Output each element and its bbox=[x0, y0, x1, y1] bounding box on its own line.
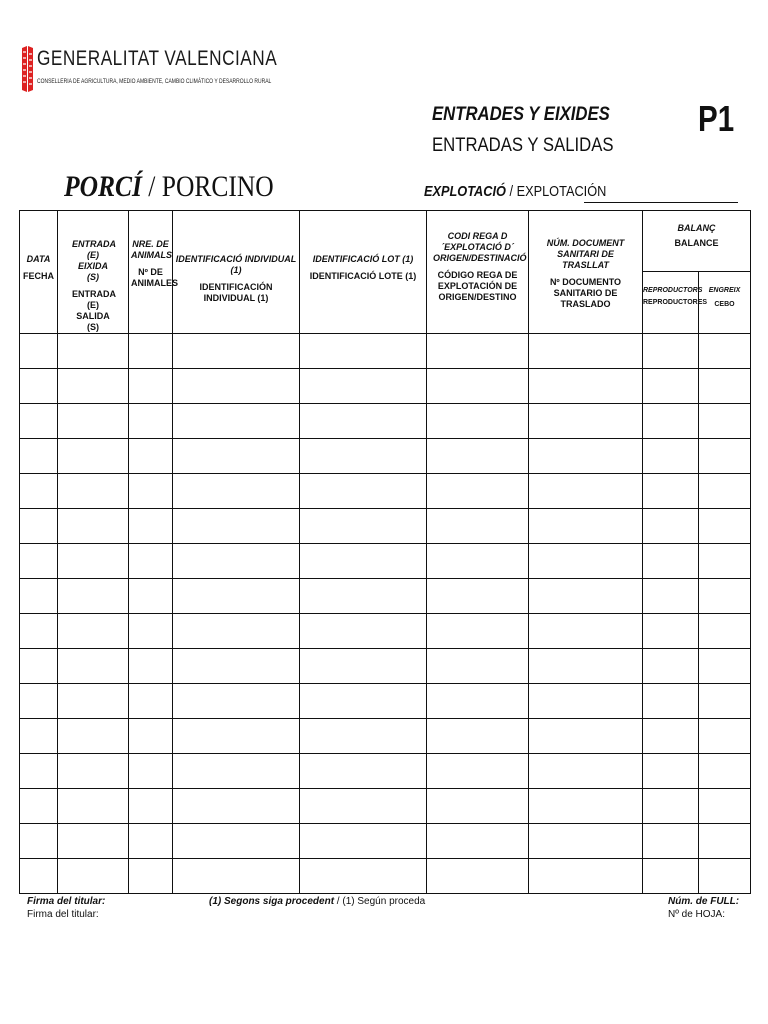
col-balance-es: BALANCE bbox=[674, 238, 719, 248]
species-ca: PORCÍ bbox=[64, 170, 142, 203]
table-cell[interactable] bbox=[643, 404, 699, 439]
table-cell[interactable] bbox=[173, 509, 300, 544]
table-cell[interactable] bbox=[699, 614, 751, 649]
table-cell[interactable] bbox=[643, 789, 699, 824]
table-cell[interactable] bbox=[129, 334, 173, 369]
table-row bbox=[20, 649, 751, 684]
exploitation-ca: EXPLOTACIÓ bbox=[424, 183, 506, 200]
table-cell[interactable] bbox=[300, 334, 427, 369]
table-cell[interactable] bbox=[699, 719, 751, 754]
table-cell[interactable] bbox=[427, 789, 529, 824]
table-cell[interactable] bbox=[20, 404, 58, 439]
footnote bbox=[209, 895, 425, 908]
footnote-es: (1) Según proceda bbox=[342, 896, 426, 907]
species-title bbox=[64, 170, 274, 204]
table-cell[interactable] bbox=[173, 614, 300, 649]
table-cell[interactable] bbox=[58, 614, 129, 649]
table-cell[interactable] bbox=[427, 614, 529, 649]
table-cell[interactable] bbox=[699, 684, 751, 719]
table-cell[interactable] bbox=[129, 754, 173, 789]
signature-label-es: Firma del titular: bbox=[27, 909, 99, 920]
table-cell[interactable] bbox=[300, 369, 427, 404]
table-row bbox=[20, 334, 751, 369]
table-cell[interactable] bbox=[529, 404, 643, 439]
table-cell[interactable] bbox=[529, 824, 643, 859]
table-row bbox=[20, 404, 751, 439]
table-cell[interactable] bbox=[173, 474, 300, 509]
sheet-number-ca: Núm. de FULL: bbox=[668, 896, 740, 907]
col-codi-rega-header bbox=[427, 211, 529, 334]
table-cell[interactable] bbox=[300, 404, 427, 439]
table-cell[interactable] bbox=[643, 509, 699, 544]
form-title-es: ENTRADAS Y SALIDAS bbox=[432, 135, 614, 156]
table-cell[interactable] bbox=[20, 474, 58, 509]
table-cell[interactable] bbox=[58, 404, 129, 439]
table-cell[interactable] bbox=[173, 369, 300, 404]
table-cell[interactable] bbox=[129, 614, 173, 649]
table-cell[interactable] bbox=[129, 474, 173, 509]
table-cell[interactable] bbox=[129, 684, 173, 719]
table-cell[interactable] bbox=[58, 754, 129, 789]
table-cell[interactable] bbox=[529, 649, 643, 684]
col-doc-ca: NÚM. DOCUMENT SANITARI DE TRASLLAT bbox=[546, 238, 625, 270]
table-cell[interactable] bbox=[129, 859, 173, 894]
table-cell[interactable] bbox=[300, 684, 427, 719]
table-cell[interactable] bbox=[173, 334, 300, 369]
table-cell[interactable] bbox=[643, 544, 699, 579]
table-row bbox=[20, 509, 751, 544]
col-codi-rega-ca: CODI REGA D´EXPLOTACIÓ D´ ORIGEN/DESTINACIÓ bbox=[433, 231, 527, 263]
table-cell[interactable] bbox=[699, 544, 751, 579]
table-cell[interactable] bbox=[699, 754, 751, 789]
table-row bbox=[20, 614, 751, 649]
table-cell[interactable] bbox=[20, 754, 58, 789]
table-cell[interactable] bbox=[58, 369, 129, 404]
table-cell[interactable] bbox=[427, 649, 529, 684]
table-cell[interactable] bbox=[20, 859, 58, 894]
table-cell[interactable] bbox=[173, 859, 300, 894]
table-cell[interactable] bbox=[643, 754, 699, 789]
species-es: PORCINO bbox=[161, 170, 274, 203]
form-code: P1 bbox=[698, 98, 735, 139]
table-cell[interactable] bbox=[173, 544, 300, 579]
table-cell[interactable] bbox=[58, 719, 129, 754]
table-body bbox=[20, 334, 751, 894]
table-cell[interactable] bbox=[699, 649, 751, 684]
footnote-ca: (1) Segons siga procedent bbox=[209, 896, 335, 907]
col-entrada-es: ENTRADA (E) SALIDA (S) bbox=[72, 289, 116, 332]
table-cell[interactable] bbox=[20, 824, 58, 859]
col-ident-ind-es: IDENTIFICACIÓN INDIVIDUAL (1) bbox=[199, 282, 273, 303]
table-row bbox=[20, 579, 751, 614]
table-cell[interactable] bbox=[129, 789, 173, 824]
table-cell[interactable] bbox=[129, 404, 173, 439]
table-cell[interactable] bbox=[427, 719, 529, 754]
table-cell[interactable] bbox=[129, 509, 173, 544]
table-cell[interactable] bbox=[300, 544, 427, 579]
table-cell[interactable] bbox=[699, 789, 751, 824]
table-cell[interactable] bbox=[699, 509, 751, 544]
table-cell[interactable] bbox=[58, 684, 129, 719]
table-cell[interactable] bbox=[173, 684, 300, 719]
table-cell[interactable] bbox=[643, 824, 699, 859]
table-cell[interactable] bbox=[529, 579, 643, 614]
table-cell[interactable] bbox=[529, 719, 643, 754]
table-cell[interactable] bbox=[699, 579, 751, 614]
table-cell[interactable] bbox=[20, 579, 58, 614]
table-cell[interactable] bbox=[129, 544, 173, 579]
table-cell[interactable] bbox=[699, 334, 751, 369]
table-cell[interactable] bbox=[643, 859, 699, 894]
col-ident-lot-ca: IDENTIFICACIÓ LOT (1) bbox=[312, 254, 414, 264]
table-cell[interactable] bbox=[427, 859, 529, 894]
table-cell[interactable] bbox=[427, 369, 529, 404]
table-cell[interactable] bbox=[300, 509, 427, 544]
table-cell[interactable] bbox=[300, 649, 427, 684]
table-cell[interactable] bbox=[427, 684, 529, 719]
col-ident-lot-es: IDENTIFICACIÓ LOTE (1) bbox=[309, 271, 417, 281]
table-cell[interactable] bbox=[643, 649, 699, 684]
table-cell[interactable] bbox=[20, 719, 58, 754]
table-cell[interactable] bbox=[20, 334, 58, 369]
col-nre-ca: NRE. DE ANIMALS bbox=[131, 239, 172, 260]
table-cell[interactable] bbox=[427, 754, 529, 789]
table-cell[interactable] bbox=[129, 824, 173, 859]
table-cell[interactable] bbox=[427, 474, 529, 509]
table-cell[interactable] bbox=[20, 544, 58, 579]
table-cell[interactable] bbox=[173, 824, 300, 859]
exploitation-label bbox=[424, 183, 606, 200]
table-cell[interactable] bbox=[129, 439, 173, 474]
table-cell[interactable] bbox=[173, 789, 300, 824]
table-cell[interactable] bbox=[643, 474, 699, 509]
col-data-ca: DATA bbox=[26, 254, 51, 264]
col-ident-lot-header bbox=[300, 211, 427, 334]
col-doc-es: Nº DOCUMENTO SANITARIO DE TRASLADO bbox=[549, 277, 622, 309]
table-cell[interactable] bbox=[173, 439, 300, 474]
table-row bbox=[20, 369, 751, 404]
table-cell[interactable] bbox=[643, 614, 699, 649]
col-nre-es: Nº DE ANIMALES bbox=[131, 267, 178, 288]
sheet-number-es: Nº de HOJA: bbox=[668, 909, 726, 920]
table-cell[interactable] bbox=[20, 684, 58, 719]
table-cell[interactable] bbox=[529, 439, 643, 474]
col-doc-header bbox=[529, 211, 643, 334]
table-cell[interactable] bbox=[300, 789, 427, 824]
table-cell[interactable] bbox=[529, 859, 643, 894]
table-cell[interactable] bbox=[129, 369, 173, 404]
table-cell[interactable] bbox=[58, 544, 129, 579]
table-cell[interactable] bbox=[427, 579, 529, 614]
table-cell[interactable] bbox=[173, 404, 300, 439]
table-cell[interactable] bbox=[643, 369, 699, 404]
movements-table bbox=[19, 210, 751, 894]
table-cell[interactable] bbox=[173, 754, 300, 789]
table-cell[interactable] bbox=[643, 719, 699, 754]
table-cell[interactable] bbox=[529, 509, 643, 544]
table-cell[interactable] bbox=[20, 614, 58, 649]
col-data-header bbox=[20, 211, 58, 334]
table-cell[interactable] bbox=[20, 369, 58, 404]
logo-subtitle: CONSELLERIA DE AGRICULTURA, MEDIO AMBIENTE, CAMBIO CLIMÁTICO Y DESARROLLO RURAL bbox=[37, 78, 272, 85]
col-ident-ind-ca: IDENTIFICACIÓ INDIVIDUAL (1) bbox=[175, 254, 297, 275]
table-cell[interactable] bbox=[20, 649, 58, 684]
table-cell[interactable] bbox=[427, 334, 529, 369]
table-cell[interactable] bbox=[58, 509, 129, 544]
sheet-number-block bbox=[668, 895, 739, 921]
table-cell[interactable] bbox=[300, 474, 427, 509]
table-cell[interactable] bbox=[699, 474, 751, 509]
senyera-icon bbox=[20, 46, 34, 92]
col-entrada-ca: ENTRADA (E) EIXIDA (S) bbox=[72, 239, 116, 282]
table-cell[interactable] bbox=[643, 579, 699, 614]
table-row bbox=[20, 474, 751, 509]
col-engreix-ca: ENGREIX bbox=[708, 286, 741, 294]
table-cell[interactable] bbox=[58, 579, 129, 614]
table-cell[interactable] bbox=[173, 719, 300, 754]
table-cell[interactable] bbox=[529, 369, 643, 404]
table-cell[interactable] bbox=[58, 439, 129, 474]
table-cell[interactable] bbox=[58, 789, 129, 824]
exploitation-es: EXPLOTACIÓN bbox=[516, 183, 607, 200]
table-row bbox=[20, 824, 751, 859]
generalitat-logo bbox=[20, 44, 278, 94]
table-cell[interactable] bbox=[529, 334, 643, 369]
table-cell[interactable] bbox=[58, 824, 129, 859]
exploitation-field[interactable] bbox=[584, 202, 738, 203]
table-cell[interactable] bbox=[300, 754, 427, 789]
exploitation-sep: / bbox=[505, 183, 517, 200]
table-cell[interactable] bbox=[300, 614, 427, 649]
col-reprod-es: REPRODUCTORES bbox=[643, 298, 708, 306]
col-reprod-header bbox=[643, 271, 708, 333]
table-cell[interactable] bbox=[58, 334, 129, 369]
table-cell[interactable] bbox=[58, 649, 129, 684]
table-cell[interactable] bbox=[20, 439, 58, 474]
table-cell[interactable] bbox=[529, 544, 643, 579]
table-cell[interactable] bbox=[529, 789, 643, 824]
table-cell[interactable] bbox=[427, 544, 529, 579]
signature-block bbox=[27, 895, 105, 921]
table-row bbox=[20, 754, 751, 789]
signature-label-ca: Firma del titular: bbox=[27, 896, 106, 907]
table-cell[interactable] bbox=[699, 859, 751, 894]
table-cell[interactable] bbox=[58, 859, 129, 894]
table-row bbox=[20, 789, 751, 824]
table-cell[interactable] bbox=[427, 439, 529, 474]
table-cell[interactable] bbox=[20, 789, 58, 824]
table-cell[interactable] bbox=[129, 719, 173, 754]
table-cell[interactable] bbox=[173, 649, 300, 684]
col-nre-header bbox=[129, 211, 178, 334]
col-reprod-ca: REPRODUCTORS bbox=[643, 286, 703, 294]
table-cell[interactable] bbox=[699, 824, 751, 859]
table-cell[interactable] bbox=[300, 719, 427, 754]
table-row bbox=[20, 439, 751, 474]
table-cell[interactable] bbox=[300, 824, 427, 859]
table-row bbox=[20, 684, 751, 719]
col-balance-ca: BALANÇ bbox=[677, 223, 716, 233]
col-balance-header bbox=[643, 211, 751, 272]
table-cell[interactable] bbox=[300, 859, 427, 894]
table-cell[interactable] bbox=[300, 439, 427, 474]
table-cell[interactable] bbox=[699, 404, 751, 439]
table-cell[interactable] bbox=[427, 824, 529, 859]
col-data-es: FECHA bbox=[23, 271, 54, 281]
table-cell[interactable] bbox=[20, 509, 58, 544]
table-row bbox=[20, 859, 751, 894]
table-cell[interactable] bbox=[427, 509, 529, 544]
table-cell[interactable] bbox=[173, 579, 300, 614]
logo-title: GENERALITAT VALENCIANA bbox=[37, 47, 278, 70]
table-cell[interactable] bbox=[643, 684, 699, 719]
table-cell[interactable] bbox=[529, 684, 643, 719]
table-cell[interactable] bbox=[529, 754, 643, 789]
table-cell[interactable] bbox=[427, 404, 529, 439]
table-cell[interactable] bbox=[643, 334, 699, 369]
table-cell[interactable] bbox=[529, 474, 643, 509]
table-cell[interactable] bbox=[699, 369, 751, 404]
species-sep: / bbox=[141, 170, 162, 203]
table-cell[interactable] bbox=[643, 439, 699, 474]
table-cell[interactable] bbox=[699, 439, 751, 474]
col-engreix-es: CEBO bbox=[714, 300, 735, 308]
table-row bbox=[20, 719, 751, 754]
table-row bbox=[20, 544, 751, 579]
table-cell[interactable] bbox=[300, 579, 427, 614]
col-entrada-header bbox=[58, 211, 129, 334]
form-title-ca: ENTRADES Y EIXIDES bbox=[432, 104, 610, 125]
table-cell[interactable] bbox=[58, 474, 129, 509]
footnote-sep: / bbox=[334, 896, 343, 907]
table-cell[interactable] bbox=[129, 579, 173, 614]
col-codi-rega-es: CÓDIGO REGA DE EXPLOTACIÓN DE ORIGEN/DESTINO bbox=[437, 270, 518, 302]
col-ident-ind-header bbox=[173, 211, 300, 334]
table-cell[interactable] bbox=[129, 649, 173, 684]
table-cell[interactable] bbox=[529, 614, 643, 649]
